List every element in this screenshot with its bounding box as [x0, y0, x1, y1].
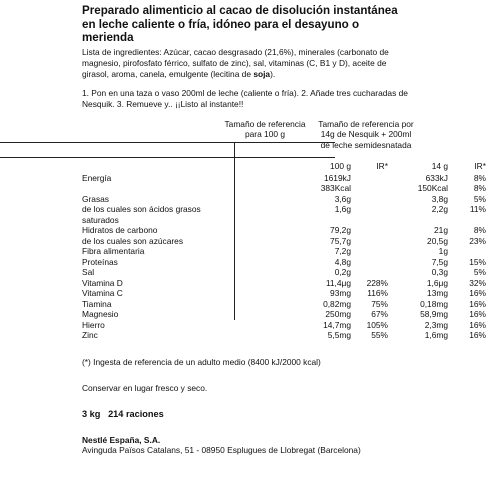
value-100g: 0,82mg [323, 298, 351, 309]
preparation-instructions: 1. Pon en una taza o vaso 200ml de leche (caliente o fría). 2. Añade tres cucharadas de Nesquik. 3. Remueve y.. ¡¡Listo al instante!! [82, 87, 408, 109]
company-info [82, 435, 500, 456]
value-100g: 1,6g [334, 204, 351, 214]
nutrient-name: de los cuales son azúcares [82, 235, 184, 246]
nutrient-name: Sal [82, 267, 95, 277]
value-100g: 4,8g [334, 256, 351, 267]
ingredients-main: Lista de ingredientes: Azúcar, cacao desgrasado (21,6%), minerales (carbonato de magnesio, pirofosfato férrico, sulfato de zinc), sal, vitaminas (C, B1 y D), aceite de girasol, aroma, canela, emulgente (lecitina de [82, 46, 389, 79]
value-14g: 633kJ [425, 172, 448, 183]
table-rule-top [0, 142, 335, 143]
nutrition-row [82, 183, 500, 194]
nutrition-row [82, 267, 500, 278]
nutrient-name: Energía [82, 172, 112, 183]
col-ir-100: IR* [376, 160, 388, 171]
servings: 214 raciones [108, 408, 164, 419]
nutrition-row [82, 320, 500, 331]
value-14g: 1,6mg [424, 330, 448, 340]
ir-100g: 75% [371, 298, 388, 309]
nutrition-table [82, 173, 500, 341]
company-name: Nestlé España, S.A. [82, 434, 161, 445]
nutrition-row [82, 278, 500, 289]
ir-14g: 15% [469, 256, 486, 267]
footnote: (*) Ingesta de referencia de un adulto medio (8400 kJ/2000 kcal) [82, 356, 321, 367]
value-14g: 1,6μg [426, 277, 448, 288]
col-ir-14: IR* [474, 160, 486, 171]
value-14g: 150Kcal [417, 183, 448, 193]
ir-14g: 8% [473, 183, 486, 193]
value-14g: 3,8g [431, 193, 448, 204]
nutrition-row [82, 194, 500, 205]
nutrient-name: Tiamina [82, 298, 112, 309]
value-100g: 11,4μg [325, 277, 351, 288]
table-rule-header [0, 157, 335, 158]
nutrient-name: Hidratos de carbono [82, 225, 158, 235]
header-100g: Tamaño de referencia para 100 g [224, 118, 306, 139]
value-14g: 1g [438, 246, 448, 256]
nutrient-name: Proteínas [82, 256, 118, 267]
nutrition-column-headers [82, 159, 500, 173]
net-weight: 3 kg [82, 408, 101, 419]
nutrition-row [82, 299, 500, 310]
ir-100g: 116% [367, 288, 388, 298]
nutrient-name: Fibra alimentaria [82, 246, 145, 256]
ir-100g: 105% [366, 319, 388, 330]
nutrient-name: Vitamina C [82, 288, 123, 298]
ir-14g: 11% [469, 204, 486, 214]
nutrient-name: Zinc [82, 330, 98, 340]
ir-14g: 16% [469, 309, 486, 319]
net-weight-line [82, 409, 500, 419]
value-14g: 0,3g [431, 267, 448, 277]
value-100g: 75,7g [330, 235, 351, 246]
ir-14g: 16% [469, 319, 486, 330]
nutrition-row [82, 246, 500, 257]
ir-100g: 67% [371, 309, 388, 319]
value-14g: 13mg [427, 288, 448, 298]
allergen-soja: soja [253, 68, 271, 79]
ir-14g: 5% [473, 267, 486, 277]
nutrition-row [82, 288, 500, 299]
value-100g: 383Kcal [320, 183, 351, 193]
value-100g: 0,2g [334, 267, 351, 277]
value-14g: 21g [434, 225, 448, 235]
ir-14g: 8% [473, 225, 486, 235]
ir-100g: 55% [371, 330, 388, 340]
nutrient-name: Grasas [82, 193, 109, 204]
value-14g: 20,5g [427, 235, 448, 246]
value-100g: 5,5mg [327, 330, 351, 340]
nutrition-row [82, 204, 500, 225]
value-100g: 93mg [330, 288, 351, 298]
value-14g: 7,5g [431, 256, 448, 267]
ir-14g: 16% [469, 330, 486, 340]
nutrient-name: Vitamina D [82, 277, 123, 288]
value-14g: 2,3mg [424, 319, 448, 330]
ingredients-text [82, 47, 414, 80]
ir-100g: 228% [366, 277, 388, 288]
ir-14g: 16% [469, 298, 486, 309]
col-14g: 14 g [431, 160, 448, 171]
value-100g: 79,2g [330, 225, 351, 235]
nutrition-row [82, 173, 500, 184]
table-divider [234, 142, 235, 320]
ir-14g: 32% [469, 277, 486, 288]
nutrition-row [82, 257, 500, 268]
nutrient-name: Hierro [82, 319, 105, 330]
ir-14g: 8% [473, 172, 486, 183]
ir-14g: 23% [469, 235, 486, 246]
value-14g: 58,9mg [420, 309, 448, 319]
nutrition-row [82, 330, 500, 341]
value-14g: 0,18mg [420, 298, 448, 309]
nutrition-table-headers [82, 119, 500, 159]
col-100g: 100 g [330, 160, 351, 171]
ir-14g: 16% [469, 288, 486, 298]
nutrient-name: Magnesio [82, 309, 119, 319]
value-100g: 3,6g [334, 193, 351, 204]
company-address: Avinguda Països Catalans, 51 - 08950 Esplugues de Llobregat (Barcelona) [82, 445, 361, 455]
value-100g: 14,7mg [323, 319, 351, 330]
ingredients-end: ). [270, 68, 276, 79]
ir-14g: 5% [473, 193, 486, 204]
value-100g: 250mg [325, 309, 351, 319]
nutrition-row [82, 309, 500, 320]
nutrition-row [82, 236, 500, 247]
value-100g: 7,2g [334, 246, 351, 256]
header-14g: Tamaño de referencia por 14g de Nesquik + 200ml de leche semidesnatada [318, 118, 414, 150]
value-100g: 1619kJ [323, 172, 351, 183]
storage-instructions: Conservar en lugar fresco y seco. [82, 382, 208, 393]
nutrition-row [82, 225, 500, 236]
value-14g: 2,2g [431, 204, 448, 214]
product-title: Preparado alimenticio al cacao de disolución instantánea en leche caliente o fría, idóneo para el desayuno o merienda [82, 4, 398, 44]
nutrient-name: de los cuales son ácidos grasos saturados [82, 204, 201, 225]
